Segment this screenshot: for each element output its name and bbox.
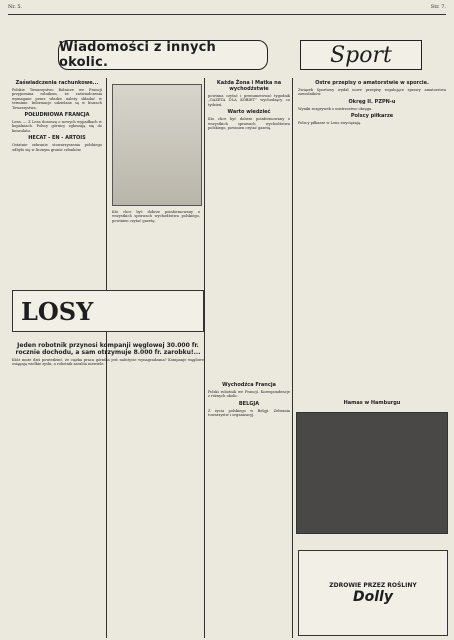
- article-headline: Każda Żona i Matka na wychodźstwie: [216, 80, 282, 92]
- article-body: Polskie Towarzystwo Rolnicze we Francji przypomina rolnikom, że zaświadczenia wymagane przez władze należy składać w terminie. Informacje udzielane są w biurach Towarzystwa.: [12, 88, 102, 110]
- article-body: Polski robotnik we Francji. Korespondencje z różnych okolic.: [208, 390, 290, 399]
- article-headline: HECAT - EN - ARTOIS: [28, 135, 86, 142]
- column-rule: [292, 78, 293, 638]
- middle-column: [208, 78, 290, 358]
- mid-upper-text: [112, 210, 200, 280]
- article-body: Któż może dziś powiedzieć, że ciężka praca górnika jest należycie wynagradzana? Kompanje węglowe osiągają wielkie zyski, a robotnik zarabia niewiele.: [12, 358, 204, 367]
- column-rule: [204, 78, 205, 638]
- section-banner-wiadomosci: Wiadomości z innych okolic.: [58, 40, 268, 70]
- article-body: Kto chce być dobrze poinformowany o wszystkich sprawach wychodźstwa polskiego, powinien czytać gazetę.: [112, 210, 200, 223]
- article-headline: Wychodźca Francja: [222, 382, 276, 388]
- photo-caption: Hamas w Hamburgu: [343, 400, 401, 406]
- article-body: Związek Sportowy wydał nowe przepisy regulujące sprawy amatorstwa zawodników.: [298, 88, 446, 97]
- article-headline: Jeden robotnik przynosi kompanji węglowej 30.000 fr. rocznie dochodu, a sam otrzymuje 8.000 fr. zarobku!...: [15, 342, 201, 356]
- issue-number: Nr. 5.: [8, 4, 23, 10]
- page-number: Str. 7.: [430, 4, 446, 10]
- lottery-ad: LOSY: [12, 290, 204, 332]
- dolly-ad: ZDROWIE PRZEZ ROŚLINY Dolly: [298, 550, 448, 636]
- hamburg-photo: [296, 412, 448, 534]
- article-body: Z życia polskiego w Belgji. Zebrania towarzystw i organizacyj.: [208, 408, 290, 418]
- article-body: powinna czytać i prenumerować tygodnik „GAZETA DLA KOBIET” wychodzący co tydzień.: [208, 94, 290, 107]
- article-headline: Ostre przepisy o amatorstwie w sporcie.: [315, 80, 429, 86]
- article-body: Polscy piłkarze w Lens zwyciężają.: [298, 121, 362, 126]
- left-column: [12, 78, 102, 278]
- couple-photo: [112, 84, 202, 206]
- article-headline: Zaświadczenia rachunkowe...: [15, 80, 99, 86]
- sport-column: [298, 78, 446, 398]
- middle-lower-column: [208, 380, 290, 640]
- article-headline: Okręg II. PZPN-u: [348, 98, 396, 105]
- article-headline: BELGJA: [238, 400, 260, 407]
- article-body: Ostatnie zebranie stowarzyszenia polskiego odbyło się w licznym gronie członków.: [12, 143, 102, 152]
- header-rule: [8, 14, 446, 15]
- article-body: Kto chce być dobrze poinformowany o wszystkich sprawach wychodźstwa polskiego, powinien czytać gazetę.: [208, 117, 290, 131]
- article-headline: POŁUDNIOWA FRANCJA: [24, 112, 90, 119]
- article-headline: Polscy piłkarze: [350, 113, 394, 120]
- article-headline: Warto wiedzieć: [227, 109, 271, 116]
- lower-left-article: [12, 340, 204, 640]
- article-body: Lens. — Z Lens donoszą o nowych wypadkach w kopalniach. Polscy górnicy zgłaszają się do konsulatu.: [12, 120, 102, 133]
- page-header: [8, 4, 446, 14]
- section-banner-sport: Sport: [300, 40, 422, 70]
- article-body: Wyniki rozgrywek o mistrzostwo okręgu.: [298, 106, 373, 111]
